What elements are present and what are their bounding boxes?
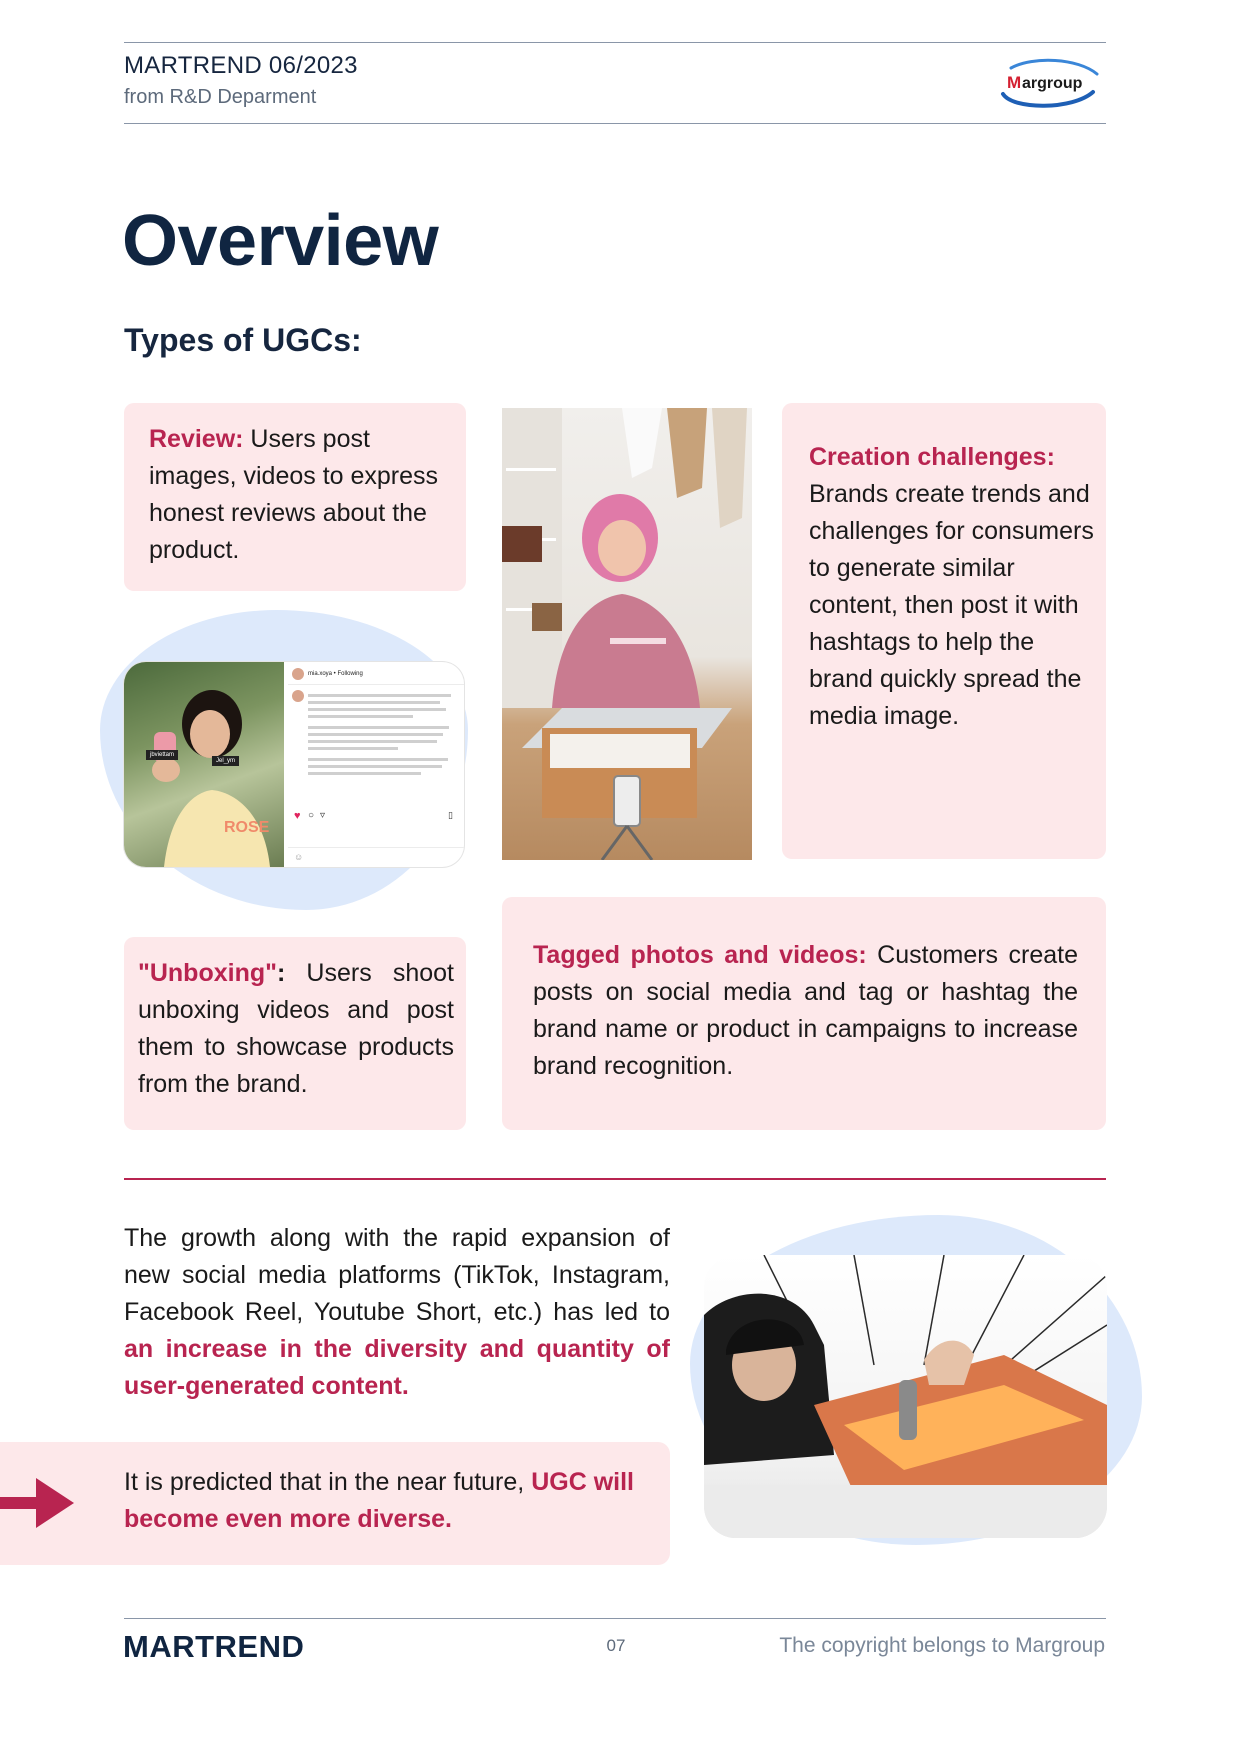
post-tag-left: jbviettam: [146, 750, 178, 760]
review-text: Users post images, videos to express honest reviews about the product.: [149, 425, 439, 564]
header-bottom-rule: [124, 123, 1106, 124]
heart-icon[interactable]: ♥: [294, 810, 301, 822]
prediction-highlight: UGC will become even more diverse.: [124, 1468, 634, 1533]
box-opening-photo: [704, 1255, 1107, 1538]
unboxing-colon: :: [276, 959, 286, 987]
creation-label: Creation challenges:: [809, 443, 1055, 471]
emoji-icon[interactable]: ☺: [294, 852, 304, 862]
prediction-text: It is predicted that in the near future,: [124, 1468, 532, 1496]
logo-wordmark: argroup: [1022, 75, 1083, 92]
comment-icon[interactable]: ○: [308, 810, 315, 821]
share-icon[interactable]: ▿: [320, 810, 326, 821]
growth-paragraph: [124, 1220, 670, 1405]
avatar: [292, 690, 304, 702]
unboxing-photo: [502, 408, 752, 860]
svg-text:ROSE: ROSE: [224, 819, 270, 836]
tagged-label: Tagged photos and videos:: [533, 941, 867, 969]
post-caption-panel: mia.xoya • Following ♥ ○ ▿ ▯ ☺: [288, 662, 464, 867]
margroup-logo: [993, 56, 1103, 112]
report-subtitle: from R&D Deparment: [124, 86, 317, 108]
unboxing-label: "Unboxing": [138, 959, 277, 987]
section-title: Types of UGCs:: [124, 322, 362, 358]
page-number: 07: [606, 1636, 626, 1655]
growth-text: The growth along with the rapid expansion of new social media platforms (TikTok, Instagram, Facebook Reel, Youtube Short, etc.) has led to: [124, 1224, 670, 1326]
growth-highlight: an increase in the diversity and quantity of user-generated content.: [124, 1335, 670, 1400]
footer-rule: [124, 1618, 1106, 1619]
post-photo: [124, 662, 284, 867]
tagged-text: Customers create posts on social media and tag or hashtag the brand name or product in campaigns to increase brand recognition.: [533, 941, 1078, 1080]
social-post-image: [124, 662, 464, 867]
post-username: mia.xoya: [308, 671, 333, 677]
post-tag-right: Jel_ym: [212, 756, 239, 766]
prediction-banner: [0, 1442, 670, 1565]
avatar: [292, 668, 304, 680]
section-divider: [124, 1178, 1106, 1180]
review-card: [124, 403, 466, 591]
footer-brand: MARTREND: [123, 1629, 305, 1664]
report-title: MARTREND 06/2023: [124, 52, 358, 79]
svg-text:M: M: [1007, 73, 1022, 92]
post-following: Following: [337, 671, 363, 677]
footer-copyright: The copyright belongs to Margroup: [779, 1634, 1105, 1657]
page-title: Overview: [122, 201, 439, 281]
header-top-rule: [124, 42, 1106, 43]
review-label: Review:: [149, 425, 244, 453]
creation-challenges-card: [782, 403, 1106, 859]
tagged-card: [502, 897, 1106, 1130]
post-caption-lines: [308, 694, 458, 779]
arrow-right-icon: [0, 1476, 76, 1530]
creation-text: Brands create trends and challenges for consumers to generate similar content, then post it with hashtags to help the brand quickly spread the media image.: [809, 480, 1094, 730]
bookmark-icon[interactable]: ▯: [448, 810, 453, 820]
unboxing-text: Users shoot unboxing videos and post them to showcase products from the brand.: [138, 959, 454, 1098]
unboxing-card: [124, 937, 466, 1130]
